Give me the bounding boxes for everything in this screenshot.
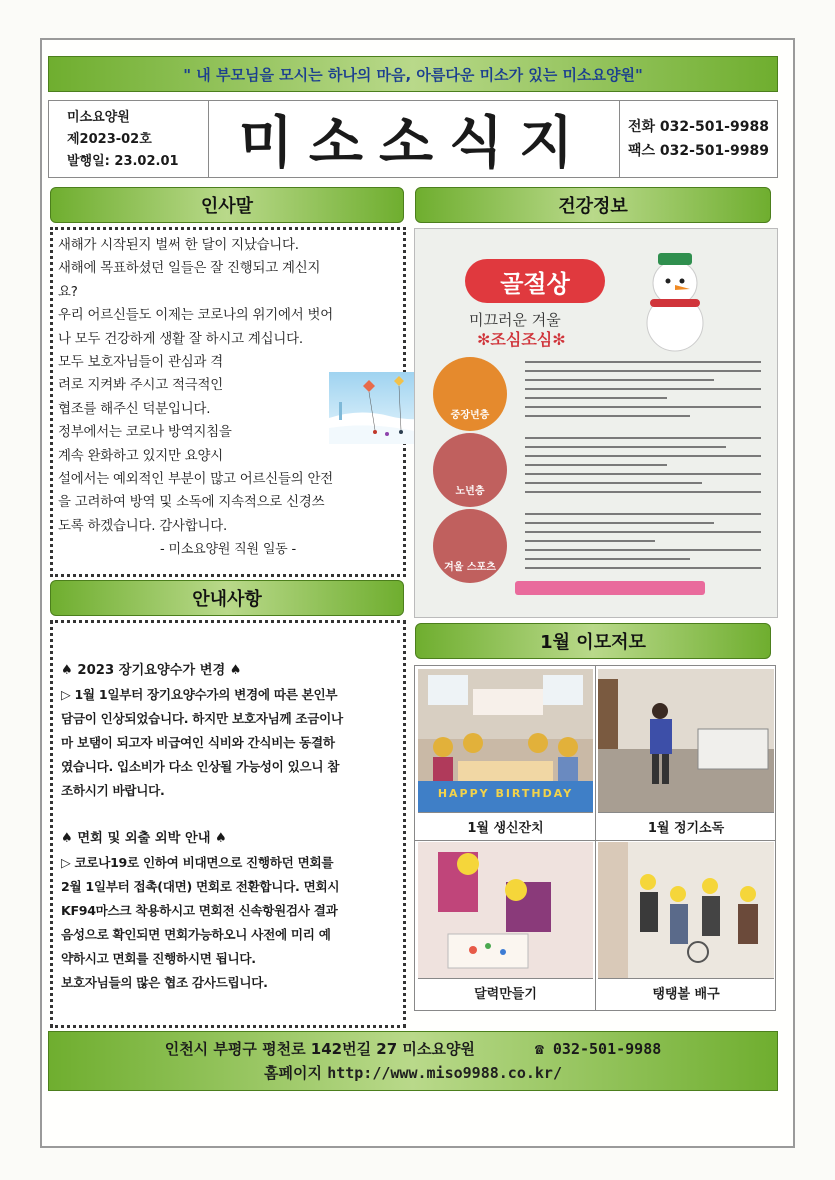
poster-footer-band <box>515 581 705 595</box>
notice-line: 였습니다. 입소비가 다소 인상될 가능성이 있으니 참 <box>61 759 340 774</box>
calendar-photo-illustration <box>418 842 593 978</box>
fax-number: 팩스 032-501-9989 <box>628 143 769 159</box>
snowman-icon <box>620 243 730 353</box>
notice-line: 담금이 인상되었습니다. 하지만 보호자님께 조금이나 <box>61 711 343 726</box>
health-poster <box>414 228 778 618</box>
footer-contact-row <box>165 1037 662 1061</box>
greeting-line: 을 고려하여 방역 및 소독에 지속적으로 신경쓰 <box>58 495 325 511</box>
notice-item-title: ♠ 면회 및 외출 외박 안내 ♠ <box>61 831 227 846</box>
poster-group-label: 겨울 스포츠 <box>433 509 507 583</box>
photo-grid <box>414 665 776 1011</box>
issue-number: 제2023-02호 <box>67 132 152 147</box>
greeting-line: 계속 완화하고 있지만 요양시 <box>58 448 223 464</box>
photo-calendar-making <box>418 842 593 978</box>
greeting-box <box>50 227 406 577</box>
notice-line: 보호자님들의 많은 협조 감사드립니다. <box>61 975 268 990</box>
photo-disinfection <box>598 669 774 812</box>
greeting-heading-text: 인사말 <box>200 196 254 217</box>
notice-line: ▷ 코로나19로 인하여 비대면으로 진행하던 면회를 <box>61 855 334 870</box>
poster-caution: ✻조심조심✻ <box>477 330 566 349</box>
greeting-line: 설에서는 예외적인 부분이 많고 어르신들의 안전 <box>58 472 333 488</box>
health-heading-text: 건강정보 <box>558 196 628 217</box>
greeting-line: 우리 어르신들도 이제는 코로나의 위기에서 벗어 <box>58 308 333 324</box>
greeting-line: 협조를 해주신 덕분입니다. <box>58 401 211 417</box>
greeting-line: 새해에 목표하셨던 일들은 잘 진행되고 계신지 <box>58 261 321 277</box>
notice-item-title: ♠ 2023 장기요양수가 변경 ♠ <box>61 663 242 678</box>
birthday-banner-text: HAPPY BIRTHDAY <box>437 787 574 800</box>
disinfection-photo-illustration <box>598 669 774 812</box>
homepage-label: 홈페이지 <box>263 1064 322 1082</box>
photo-caption: 1월 생신잔치 <box>418 812 593 840</box>
greeting-line: 새해가 시작된지 벌써 한 달이 지났습니다. <box>58 238 299 253</box>
masthead <box>48 100 778 178</box>
notice-heading <box>50 580 404 616</box>
publish-date: 발행일: 23.02.01 <box>67 154 179 169</box>
notice-line: 약하시고 면회를 진행하시면 됩니다. <box>61 951 256 966</box>
poster-group-label: 노년층 <box>433 433 507 507</box>
notice-line: KF94마스크 착용하시고 면회전 신속항원검사 결과 <box>61 903 338 918</box>
volleyball-photo-illustration <box>598 842 774 978</box>
poster-group-label: 중장년층 <box>433 357 507 431</box>
footer-address: 인천시 부평구 평천로 142번길 27 미소요양원 <box>164 1040 475 1058</box>
homepage-link[interactable]: http://www.miso9988.co.kr/ <box>327 1064 562 1082</box>
notice-line: 2월 1일부터 접촉(대면) 면회로 전환합니다. 면회시 <box>61 879 340 894</box>
greeting-line: 나 모두 건강하게 생활 잘 하시고 계십니다. <box>58 331 303 347</box>
poster-title: 골절상 <box>465 259 605 303</box>
news-heading <box>415 623 771 659</box>
greeting-signature: - 미소요양원 직원 일동 - <box>160 542 296 558</box>
poster-subtitle: 미끄러운 겨울 <box>469 311 561 329</box>
footer-homepage-row <box>264 1061 562 1085</box>
notice-box <box>50 620 406 1028</box>
notice-line: ▷ 1월 1일부터 장기요양수가의 변경에 따른 본인부 <box>61 687 338 702</box>
photo-caption: 1월 정기소독 <box>598 812 774 840</box>
org-name: 미소요양원 <box>67 110 130 125</box>
slogan-banner <box>48 56 778 92</box>
footer-phone: ☎ 032-501-9988 <box>534 1040 662 1058</box>
greeting-line: 도록 하겠습니다. 감사합니다. <box>58 518 228 534</box>
contact-info <box>619 101 777 177</box>
news-heading-text: 1월 이모저모 <box>540 632 646 653</box>
greeting-line: 정부에서는 코로나 방역지침을 <box>58 425 232 441</box>
photo-caption: 달력만들기 <box>418 978 593 1006</box>
footer-banner <box>48 1031 778 1091</box>
notice-line: 마 보탬이 되고자 비급여인 식비와 간식비는 동결하 <box>61 735 335 750</box>
health-heading <box>415 187 771 223</box>
issue-info <box>49 101 209 177</box>
phone-number: 전화 032-501-9988 <box>628 119 769 135</box>
photo-birthday-party <box>418 669 593 812</box>
notice-heading-text: 안내사항 <box>192 589 262 610</box>
greeting-line: 려로 지켜봐 주시고 적극적인 <box>58 378 223 394</box>
photo-caption: 탱탱볼 배구 <box>598 978 774 1006</box>
newsletter-title: 미소소식지 <box>238 110 590 176</box>
notice-line: 음성으로 확인되면 면회가능하오니 사전에 미리 예 <box>61 927 331 942</box>
greeting-line: 요? <box>58 284 78 300</box>
notice-line: 조하시기 바랍니다. <box>61 783 165 798</box>
greeting-line: 모두 보호자님들이 관심과 격 <box>58 355 223 371</box>
greeting-heading <box>50 187 404 223</box>
slogan-text: " 내 부모님을 모시는 하나의 마음, 아름다운 미소가 있는 미소요양원" <box>183 65 643 84</box>
photo-ball-volleyball <box>598 842 774 978</box>
